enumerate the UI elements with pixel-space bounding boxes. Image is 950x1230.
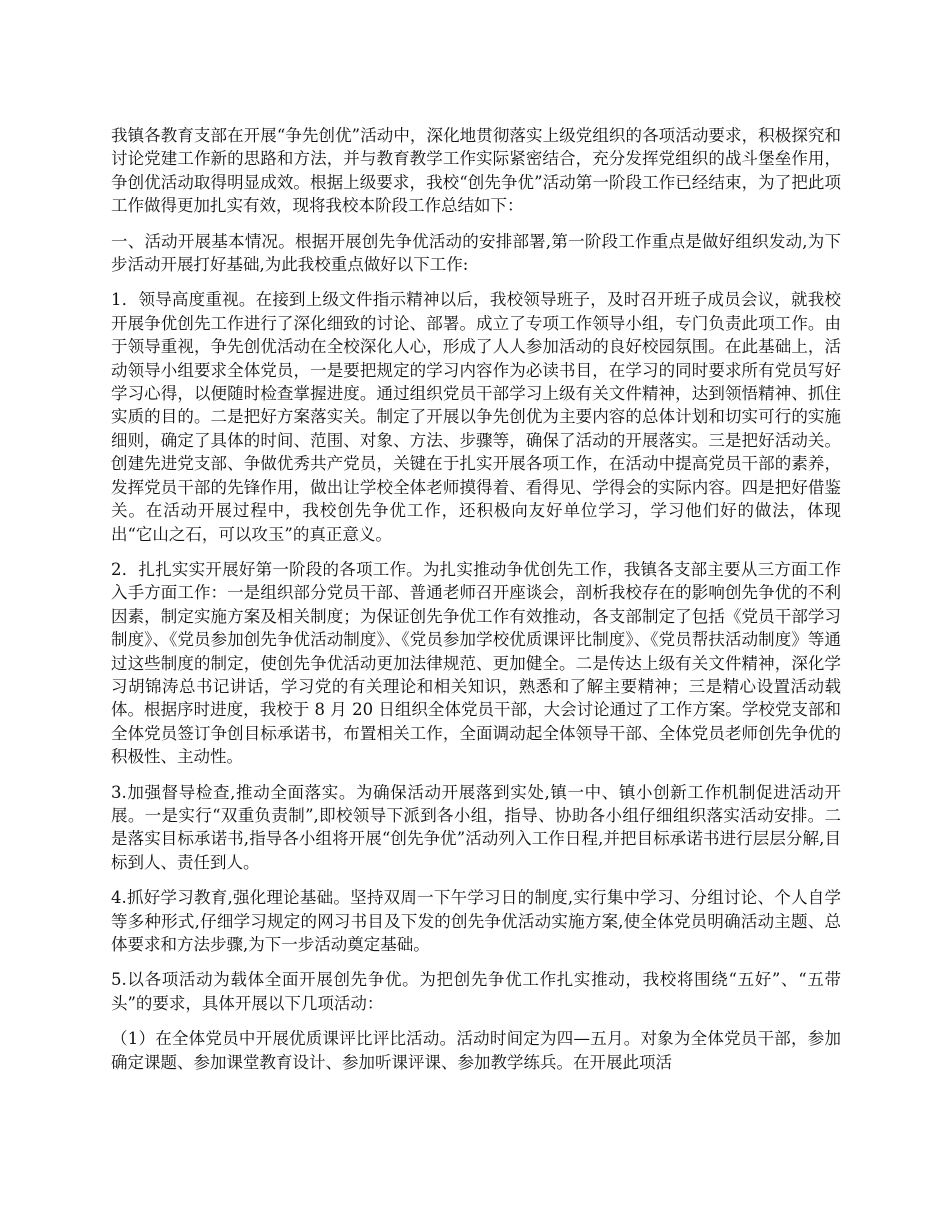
- document-page: [111, 124, 841, 1086]
- item-3-paragraph: 3.加强督导检查,推动全面落实。为确保活动开展落到实处,镇一中、镇小创新工作机制促进活动开展。一是实行“双重负责制”,即校领导下派到各小组，指导、协助各小组仔细组织落实活动安排。二是落实目标承诺书,指导各小组将开展“创先争优”活动列入工作日程,并把目标承诺书进行层层分解,目标到人、责任到人。: [111, 782, 841, 872]
- item-1-paragraph: 1．领导高度重视。在接到上级文件指示精神以后，我校领导班子，及时召开班子成员会议，就我校开展争优创先工作进行了深化细致的讨论、部署。成立了专项工作领导小组，专门负责此项工作。由于领导重视，争先创优活动在全校深化人心，形成了人人参加活动的良好校园氛围。在此基础上，活动领导小组要求全体党员，一是要把规定的学习内容作为必读书目，在学习的同时要求所有党员写好学习心得，以便随时检查掌握进度。通过组织党员干部学习上级有关文件精神，达到领悟精神、抓住实质的目的。二是把好方案落实关。制定了开展以争先创优为主要内容的总体计划和切实可行的实施细则，确定了具体的时间、范围、对象、方法、步骤等，确保了活动的开展落实。三是把好活动关。创建先进党支部、争做优秀共产党员，关键在于扎实开展各项工作，在活动中提高党员干部的素养，发挥党员干部的先锋作用，做出让学校全体老师摸得着、看得见、学得会的实际内容。四是把好借鉴关。在活动开展过程中，我校创先争优工作，还积极向友好单位学习，学习他们好的做法，体现出“它山之石，可以攻玉”的真正意义。: [111, 290, 841, 544]
- intro-paragraph: 我镇各教育支部在开展“争先创优”活动中，深化地贯彻落实上级党组织的各项活动要求，积极探究和讨论党建工作新的思路和方法，并与教育教学工作实际紧密结合，充分发挥党组织的战斗堡垒作用，争创优活动取得明显成效。根据上级要求，我校“创先争优”活动第一阶段工作已经结束，为了把此项工作做得更加扎实有效，现将我校本阶段工作总结如下：: [111, 126, 841, 216]
- item-5-paragraph: 5.以各项活动为载体全面开展创先争优。为把创先争优工作扎实推动，我校将围绕“五好”、“五带头”的要求，具体开展以下几项活动：: [111, 970, 841, 1013]
- sub-item-1-paragraph: （1）在全体党员中开展优质课评比评比活动。活动时间定为四—五月。对象为全体党员干部，参加确定课题、参加课堂教育设计、参加听课评课、参加教学练兵。在开展此项活: [111, 1029, 841, 1072]
- item-4-paragraph: 4.抓好学习教育,强化理论基础。坚持双周一下午学习日的制度,实行集中学习、分组讨论、个人自学等多种形式,仔细学习规定的网习书目及下发的创先争优活动实施方案,使全体党员明确活动主题、总体要求和方法步骤,为下一步活动奠定基础。: [111, 888, 841, 954]
- section-heading-paragraph: 一、活动开展基本情况。根据开展创先争优活动的安排部署,第一阶段工作重点是做好组织发动,为下步活动开展打好基础,为此我校重点做好以下工作:: [111, 231, 841, 275]
- item-2-paragraph: 2．扎扎实实开展好第一阶段的各项工作。为扎实推动争优创先工作，我镇各支部主要从三方面工作入手方面工作：一是组织部分党员干部、普通老师召开座谈会，剖析我校存在的影响创先争优的不利因素，制定实施方案及相关制度；为保证创先争优工作有效推动，各支部制定了包括《党员干部学习制度》、《党员参加创先争优活动制度》、《党员参加学校优质课评比制度》、《党员帮扶活动制度》等通过这些制度的制定，使创先争优活动更加法律规范、更加健全。二是传达上级有关文件精神，深化学习胡锦涛总书记讲话，学习党的有关理论和相关知识，熟悉和了解主要精神；三是精心设置活动载体。根据序时进度，我校于 8 月 20 日组织全体党员干部，大会讨论通过了工作方案。学校党支部和全体党员签订争创目标承诺书，布置相关工作，全面调动起全体领导干部、全体党员老师创先争优的积极性、主动性。: [111, 559, 841, 767]
